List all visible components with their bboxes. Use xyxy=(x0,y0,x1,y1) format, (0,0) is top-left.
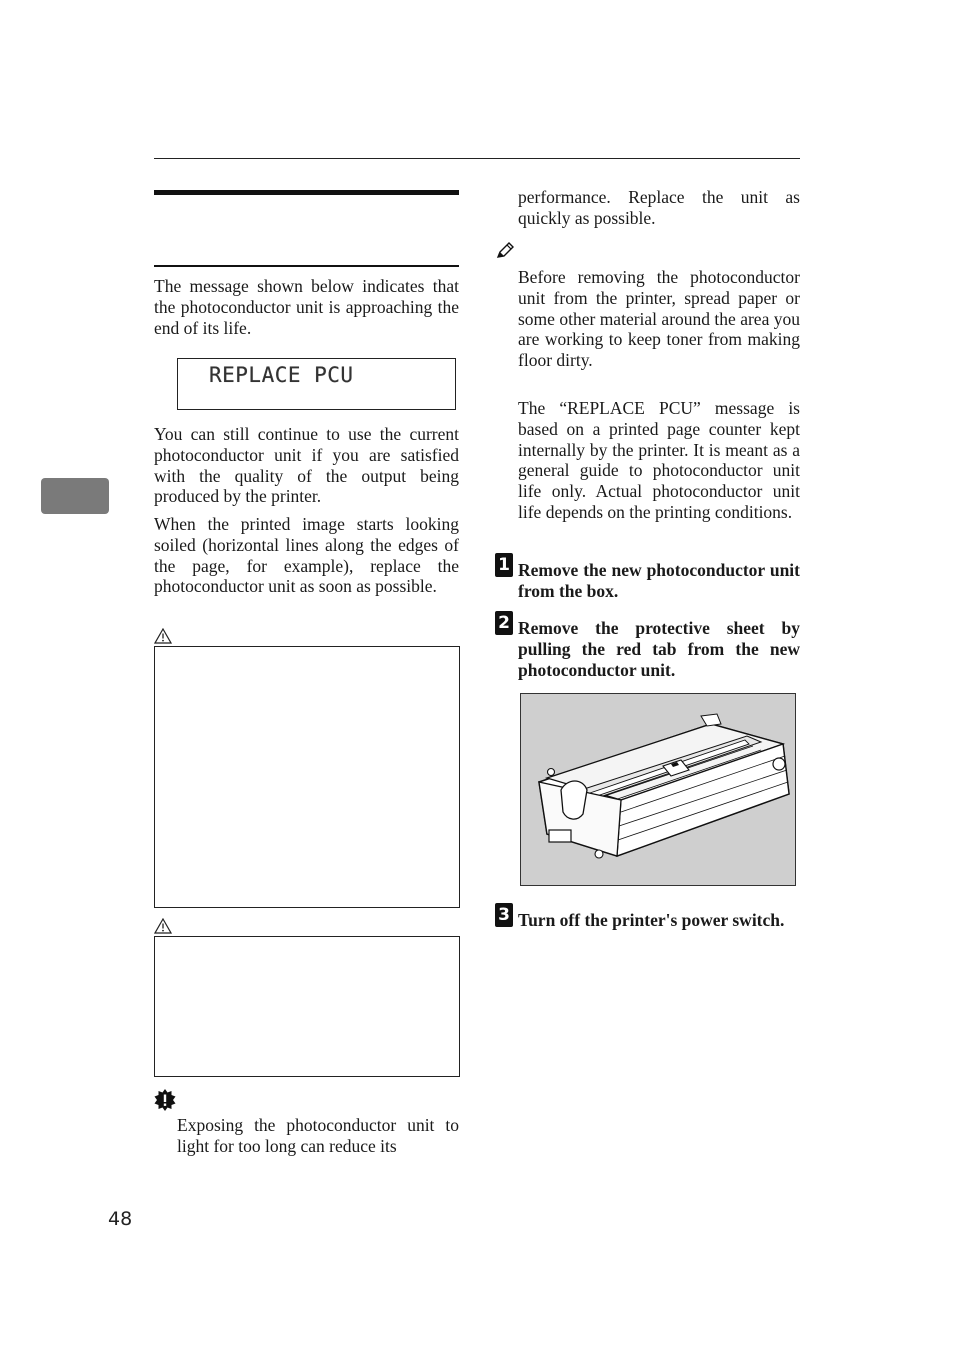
section-rule-thin xyxy=(154,265,459,267)
note-spread-paper: Before removing the photoconductor unit from the printer, spread paper or some other material around the area you are working to keep toner from making floor dirty. xyxy=(518,267,800,371)
chapter-tab xyxy=(41,478,109,514)
photoconductor-unit-illustration xyxy=(521,694,795,885)
header-rule xyxy=(154,158,800,159)
note-page-counter: The “REPLACE PCU” message is based on a printed page counter kept internally by the printer. It is meant as a general guide to photoconductor unit life only. Actual photoconductor unit life depends on the printing conditions. xyxy=(518,398,800,522)
step-number-3: 3 xyxy=(495,903,513,927)
step-number-2: 2 xyxy=(495,611,513,635)
photoconductor-unit-figure xyxy=(520,693,796,886)
page-number: 48 xyxy=(108,1208,133,1230)
intro-text: The message shown below indicates that the photoconductor unit is approaching the end of its life. xyxy=(154,276,459,338)
warning-box xyxy=(154,646,460,908)
important-text: Exposing the photoconductor unit to light for too long can reduce its xyxy=(177,1115,459,1156)
warning-triangle-icon xyxy=(154,628,172,644)
step-1-text: Remove the new photoconductor unit from the box. xyxy=(518,560,800,601)
pencil-note-icon xyxy=(495,241,515,261)
paragraph-replace-soon: When the printed image starts looking soiled (horizontal lines along the edges of the page, for example), replace the photoconductor unit as soon as possible. xyxy=(154,514,459,597)
step-3-text: Turn off the printer's power switch. xyxy=(518,910,785,930)
continued-text: performance. Replace the unit as quickly as possible. xyxy=(518,187,800,228)
paragraph-continue-use: You can still continue to use the current photoconductor unit if you are satisfied with the quality of the output being produced by the printer. xyxy=(154,424,459,507)
lcd-panel xyxy=(177,358,456,410)
caution-box xyxy=(154,936,460,1077)
lcd-message: REPLACE PCU xyxy=(209,363,354,387)
important-icon xyxy=(154,1089,176,1111)
caution-triangle-icon xyxy=(154,918,172,934)
section-rule-thick xyxy=(154,190,459,195)
step-number-1: 1 xyxy=(495,553,513,577)
step-2-text: Remove the protective sheet by pulling the red tab from the new photoconductor unit. xyxy=(518,618,800,680)
